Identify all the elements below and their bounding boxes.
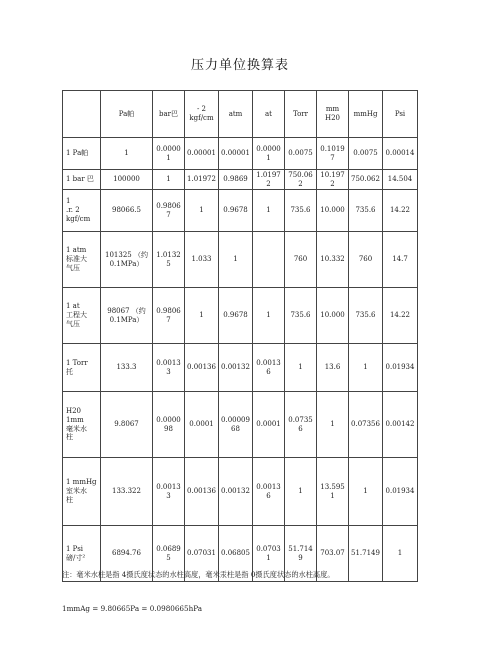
table-cell: 0.9869: [219, 170, 253, 190]
table-cell: 9.8067: [101, 392, 153, 458]
formula-line: 1mmAg = 9.80665Pa = 0.0980665hPa: [62, 604, 202, 613]
row-header: 1 mmHg 室米水 柱: [63, 458, 101, 526]
table-cell: 14.504: [383, 170, 418, 190]
table-cell: 1: [349, 458, 383, 526]
table-cell: 1: [317, 392, 349, 458]
table-cell: 14.7: [383, 232, 418, 288]
table-cell: 13.6: [317, 344, 349, 392]
table-cell: 0.98067: [153, 190, 185, 232]
table-cell: 750.062: [285, 170, 317, 190]
table-cell: 0.00001: [153, 138, 185, 170]
row-header: 1 .r. 2 kgf/cm: [63, 190, 101, 232]
table-cell: 0.0075: [349, 138, 383, 170]
table-cell: 0.01934: [383, 344, 418, 392]
table-cell: 0.0000968: [219, 392, 253, 458]
column-header: bar巴: [153, 91, 185, 138]
header-row: [63, 91, 418, 138]
table-cell: 750.062: [349, 170, 383, 190]
table-cell: 0.06805: [219, 526, 253, 582]
row-header: H20 1mm 毫米水 柱: [63, 392, 101, 458]
table-cell: 0.98067: [153, 288, 185, 344]
table-cell: 1.033: [185, 232, 219, 288]
table-cell: 0.9678: [219, 190, 253, 232]
table-cell: 1.01325: [153, 232, 185, 288]
row-header: 1 Psi 磅/寸²: [63, 526, 101, 582]
table-cell: 0.00136: [253, 344, 285, 392]
table-cell: 10.1972: [317, 170, 349, 190]
table-row: [63, 344, 418, 392]
table-cell: 51.7149: [285, 526, 317, 582]
column-header: mm H20: [317, 91, 349, 138]
table-cell: 1.01972: [185, 170, 219, 190]
table-row: [63, 458, 418, 526]
row-header: 1 Pa帕: [63, 138, 101, 170]
table-cell: 0.07031: [185, 526, 219, 582]
table-cell: 1: [253, 190, 285, 232]
column-header: Torr: [285, 91, 317, 138]
table-cell: 1: [153, 170, 185, 190]
table-cell: 735.6: [285, 288, 317, 344]
table-cell: 0.00133: [153, 344, 185, 392]
table-cell: 1: [185, 288, 219, 344]
table-cell: 0.9678: [219, 288, 253, 344]
table-cell: 735.6: [349, 190, 383, 232]
table-cell: 1: [253, 288, 285, 344]
table-cell: 1.01972: [253, 170, 285, 190]
table-cell: 0.06895: [153, 526, 185, 582]
table-cell: 0.0075: [285, 138, 317, 170]
row-header: 1 bar 巴: [63, 170, 101, 190]
table-cell: 0.00001: [185, 138, 219, 170]
table-cell: 101325 （约 0.1MPa）: [101, 232, 153, 288]
footnote: 注：毫米水柱是指 4摄氏度状态的水柱高度，毫米汞柱是指 0摄氏度状态的水柱高度。: [62, 570, 335, 579]
table-cell: 735.6: [285, 190, 317, 232]
table-cell: 0.00132: [219, 344, 253, 392]
table-cell: 14.22: [383, 288, 418, 344]
corner-cell: [63, 91, 101, 138]
column-header: Psi: [383, 91, 418, 138]
table-cell: 98067 （约 0.1MPa）: [101, 288, 153, 344]
table-row: [63, 170, 418, 190]
table-cell: 13.5951: [317, 458, 349, 526]
column-header: at: [253, 91, 285, 138]
table-cell: 1: [101, 138, 153, 170]
table-cell: 0.0001: [253, 392, 285, 458]
table-cell: 0.0001: [185, 392, 219, 458]
table-cell: 0.00142: [383, 392, 418, 458]
column-header: atm: [219, 91, 253, 138]
table-cell: 100000: [101, 170, 153, 190]
table-row: [63, 232, 418, 288]
table-cell: 760: [285, 232, 317, 288]
table-cell: 0.00001: [253, 138, 285, 170]
table-cell: 6894.76: [101, 526, 153, 582]
conversion-table: [62, 90, 418, 582]
table-cell: [253, 232, 285, 288]
table-cell: 735.6: [349, 288, 383, 344]
table-cell: 10.000: [317, 190, 349, 232]
table-cell: 0.01934: [383, 458, 418, 526]
table-row: [63, 288, 418, 344]
table-cell: 760: [349, 232, 383, 288]
table-cell: 133.3: [101, 344, 153, 392]
table-cell: 0.00136: [253, 458, 285, 526]
row-header: 1 at 工程大 气压: [63, 288, 101, 344]
table-row: [63, 190, 418, 232]
table-row: [63, 392, 418, 458]
table-cell: 0.10197: [317, 138, 349, 170]
table-cell: 1: [383, 526, 418, 582]
table-cell: 0.07031: [253, 526, 285, 582]
table-cell: 1: [285, 344, 317, 392]
row-header: 1 atm 标准大 气压: [63, 232, 101, 288]
column-header: - 2 kgf/cm: [185, 91, 219, 138]
table-cell: 14.22: [383, 190, 418, 232]
column-header: Pa帕: [101, 91, 153, 138]
table-cell: 0.00132: [219, 458, 253, 526]
table-cell: 1: [219, 232, 253, 288]
table-cell: 0.00136: [185, 458, 219, 526]
table-cell: 0.000098: [153, 392, 185, 458]
table-cell: 0.07356: [349, 392, 383, 458]
table-cell: 1: [285, 458, 317, 526]
table-cell: 0.00133: [153, 458, 185, 526]
table-cell: 0.00014: [383, 138, 418, 170]
table-row: [63, 138, 418, 170]
table-cell: 1: [185, 190, 219, 232]
table-cell: 0.00001: [219, 138, 253, 170]
row-header: 1 Torr 托: [63, 344, 101, 392]
table-cell: 703.07: [317, 526, 349, 582]
table-cell: 10.000: [317, 288, 349, 344]
table-cell: 133.322: [101, 458, 153, 526]
page-title: 压力单位换算表: [190, 58, 289, 73]
table-cell: 98066.5: [101, 190, 153, 232]
table-cell: 10.332: [317, 232, 349, 288]
table-cell: 1: [349, 344, 383, 392]
table-cell: 0.07356: [285, 392, 317, 458]
column-header: mmHg: [349, 91, 383, 138]
table-cell: 0.00136: [185, 344, 219, 392]
table-cell: 51.7149: [349, 526, 383, 582]
